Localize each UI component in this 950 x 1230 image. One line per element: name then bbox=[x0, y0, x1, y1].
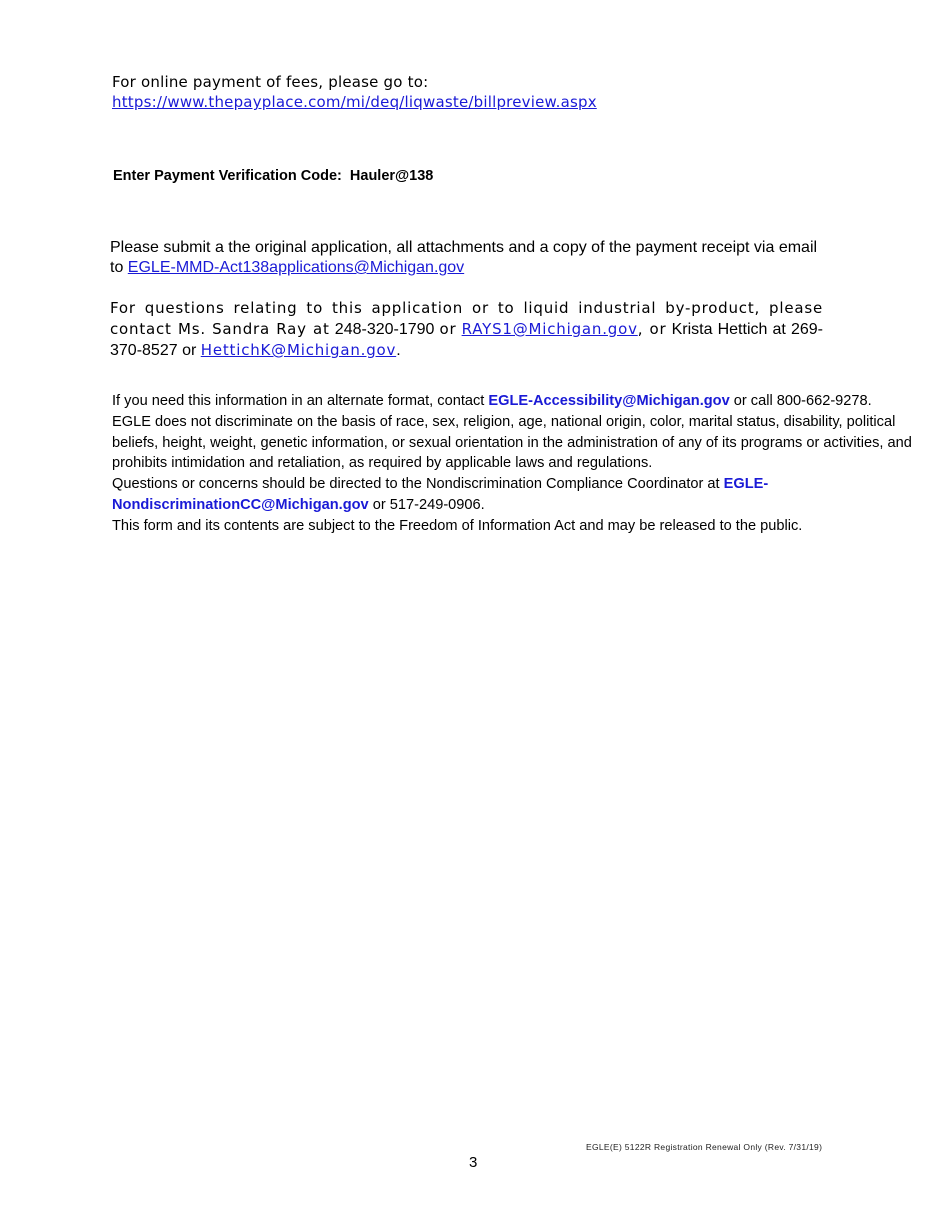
contact-phone-2: 269-370-8527 or bbox=[110, 321, 823, 359]
foia-paragraph: This form and its contents are subject to the Freedom of Information Act and may be released to the public. bbox=[112, 517, 803, 534]
notice-block bbox=[112, 391, 912, 537]
accessibility-pre: If you need this information in an alternate format, contact bbox=[112, 393, 485, 409]
page-number: 3 bbox=[469, 1154, 478, 1171]
submit-email-link[interactable]: EGLE-MMD-Act138applications@Michigan.gov bbox=[127, 259, 465, 276]
contact-intro: For questions relating to this application or to liquid industrial by-product, please contact Ms. Sandra Ray at bbox=[110, 299, 823, 338]
verification-code-value: Hauler@138 bbox=[349, 168, 434, 184]
contact-or-2: , or bbox=[637, 320, 667, 338]
submit-text: Please submit a the original application, all attachments and a copy of the payment receipt via email to bbox=[110, 239, 818, 276]
online-payment-intro: For online payment of fees, please go to: bbox=[112, 73, 429, 91]
nondiscrimination-paragraph: EGLE does not discriminate on the basis of race, sex, religion, age, national origin, color, marital status, disability, political beliefs, height, weight, genetic information, or sexual orientation in the administration of any of its programs or activities, and prohibits intimidation and retaliation, as required by applicable laws and regulations. bbox=[112, 413, 912, 472]
online-payment-section bbox=[112, 72, 832, 112]
accessibility-email-link[interactable]: EGLE-Accessibility@Michigan.gov bbox=[488, 393, 730, 409]
accessibility-post: or call 800-662-9278. bbox=[733, 393, 872, 409]
submit-instructions bbox=[110, 238, 830, 278]
nondiscrimination-email-link[interactable]: EGLE-NondiscriminationCC@Michigan.gov bbox=[112, 476, 769, 513]
contact-paragraph bbox=[110, 298, 823, 361]
contact-email-hettich[interactable]: HettichK@Michigan.gov bbox=[200, 341, 397, 359]
contact-phone-1: 248-320-1790 bbox=[334, 321, 435, 338]
questions-pre: Questions or concerns should be directed to the Nondiscrimination Compliance Coordinator at bbox=[112, 476, 720, 493]
verification-code-line bbox=[113, 166, 433, 186]
form-identifier: EGLE(E) 5122R Registration Renewal Only (Rev. 7/31/19) bbox=[586, 1142, 823, 1152]
contact-email-rays[interactable]: RAYS1@Michigan.gov bbox=[461, 320, 638, 338]
questions-post: or 517-249-0906. bbox=[372, 496, 485, 513]
accessibility-paragraph bbox=[112, 391, 912, 412]
contact-end: . bbox=[396, 342, 401, 359]
verification-code-label: Enter Payment Verification Code: bbox=[113, 168, 342, 184]
contact-name-2: Krista Hettich at bbox=[671, 321, 786, 338]
payment-url-link[interactable]: https://www.thepayplace.com/mi/deq/liqwaste/billpreview.aspx bbox=[112, 93, 597, 111]
questions-paragraph bbox=[112, 474, 912, 516]
contact-or: or bbox=[439, 320, 457, 338]
